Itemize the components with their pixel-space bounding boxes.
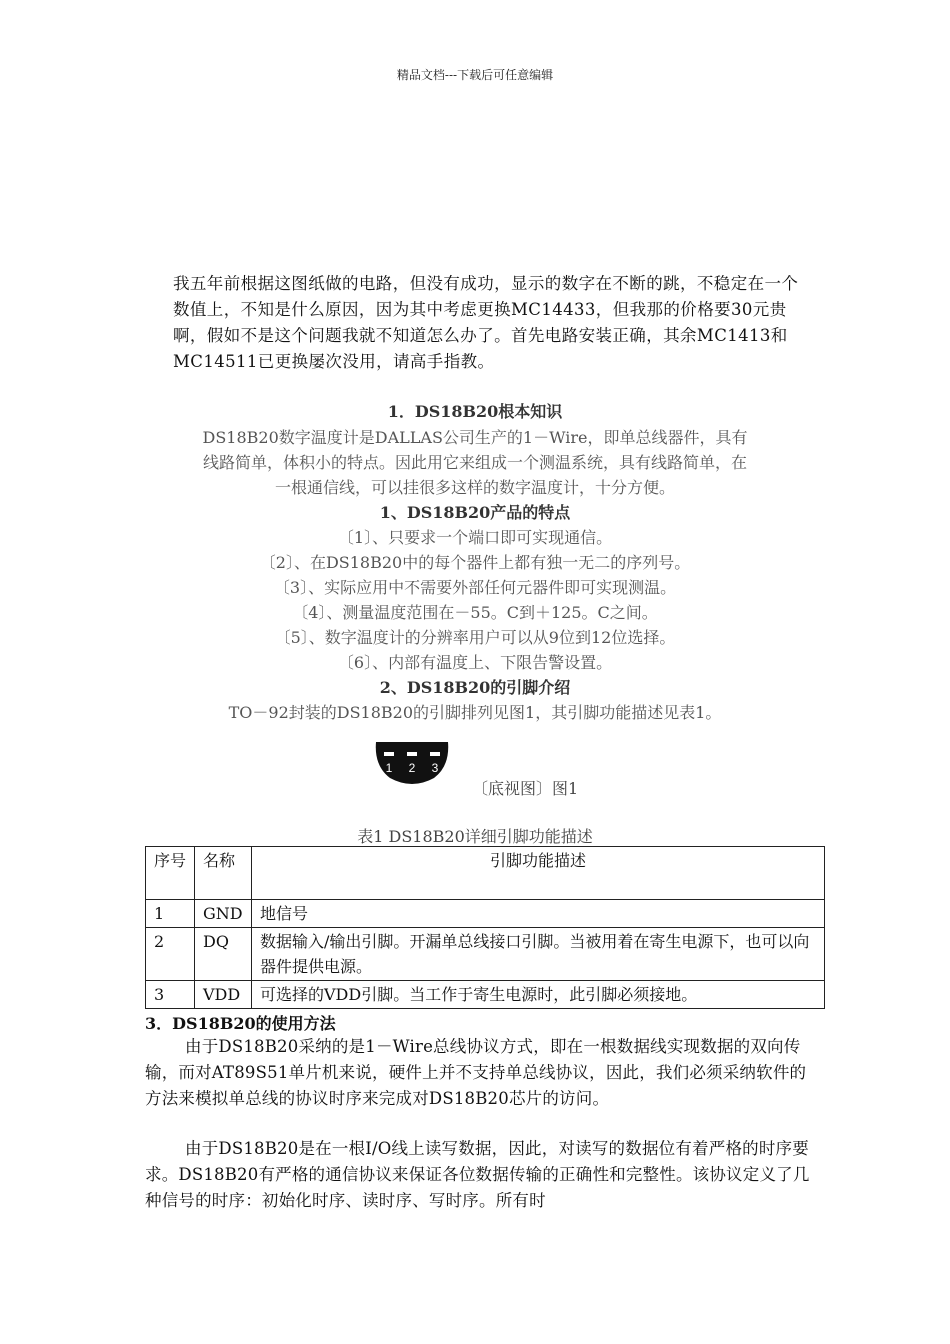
feature-item: 〔5〕、数字温度计的分辨率用户可以从9位到12位选择。 [274,628,676,647]
sec1-line-1: DS18B20数字温度计是DALLAS公司生产的1－Wire，即单总线器件，具有 [202,428,748,447]
pin-label: 1 [385,761,393,775]
page-header: 精品文档---下载后可任意编辑 [396,68,554,82]
pins-title: 2、DS18B20的引脚介绍 [379,678,571,697]
cell-index: 2 [146,928,195,981]
header-cell-name: 名称 [195,847,252,900]
cell-description: 可选择的VDD引脚。当工作于寄生电源时，此引脚必须接地。 [252,981,825,1009]
table-row [146,981,825,1009]
feature-item: 〔4〕、测量温度范围在－55。C到＋125。C之间。 [292,603,658,622]
header-cell-description: 引脚功能描述 [252,847,825,900]
feature-item: 〔6〕、内部有温度上、下限告警设置。 [337,653,613,672]
pin-label: 2 [408,761,416,775]
figure-caption: 〔底视图〕图1 [472,779,579,798]
section-3-title: 3．DS18B20的使用方法 [145,1014,336,1033]
section-3-paragraph-1 [145,1034,810,1112]
paragraph-text: 由于DS18B20是在一根I/O线上读写数据，因此，对读写的数据位有着严格的时序要求。DS18B20有严格的通信协议来保证各位数据传输的正确性和完整性。该协议定义了几种信号的时序：初始化时序、读时序、写时序。所有时 [145,1139,810,1210]
cell-description: 地信号 [252,900,825,928]
cell-name: VDD [195,981,252,1009]
intro-paragraph: 我五年前根据这图纸做的电路，但没有成功，显示的数字在不断的跳，不稳定在一个数值上，不知是什么原因，因为其中考虑更换MC14433，但我那的价格要30元贵啊，假如不是这个问题我就不知道怎么办了。首先电路安装正确，其余MC1413和MC14511已更换屡次没用，请高手指教。 [173,274,799,371]
cell-name: DQ [195,928,252,981]
table-row [146,900,825,928]
section-3-paragraph-2 [145,1136,810,1214]
cell-index: 1 [146,900,195,928]
feature-item: 〔2〕、在DS18B20中的每个器件上都有独一无二的序列号。 [259,553,691,572]
cell-description: 数据输入/输出引脚。开漏单总线接口引脚。当被用着在寄生电源下，也可以向器件提供电源。 [252,928,825,981]
sec1-line-3: 一根通信线，可以挂很多这样的数字温度计，十分方便。 [274,478,675,497]
cell-name: GND [195,900,252,928]
table-row [146,928,825,981]
section-1-title: 1．DS18B20根本知识 [387,402,563,421]
paragraph-text: 由于DS18B20采纳的是1－Wire总线协议方式，即在一根数据线实现数据的双向传输，而对AT89S51单片机来说，硬件上并不支持单总线协议，因此，我们必须采纳软件的方法来模拟单总线的协议时序来完成对DS18B20芯片的访问。 [145,1037,807,1108]
pins-intro: TO－92封装的DS18B20的引脚排列见图1，其引脚功能描述见表1。 [228,703,722,722]
pin-function-table [145,846,825,1009]
cell-index: 3 [146,981,195,1009]
table-caption: 表1 DS18B20详细引脚功能描述 [357,827,593,846]
pin-label: 3 [431,761,439,775]
table-header-row [146,847,825,900]
sec1-line-2: 线路简单，体积小的特点。因此用它来组成一个测温系统，具有线路简单，在 [202,453,747,472]
features-title: 1、DS18B20产品的特点 [379,503,571,522]
feature-item: 〔3〕、实际应用中不需要外部任何元器件即可实现测温。 [273,578,677,597]
to92-chip-bottom-view-icon [374,738,450,786]
feature-item: 〔1〕、只要求一个端口即可实现通信。 [337,528,613,547]
header-cell-index: 序号 [146,847,195,900]
